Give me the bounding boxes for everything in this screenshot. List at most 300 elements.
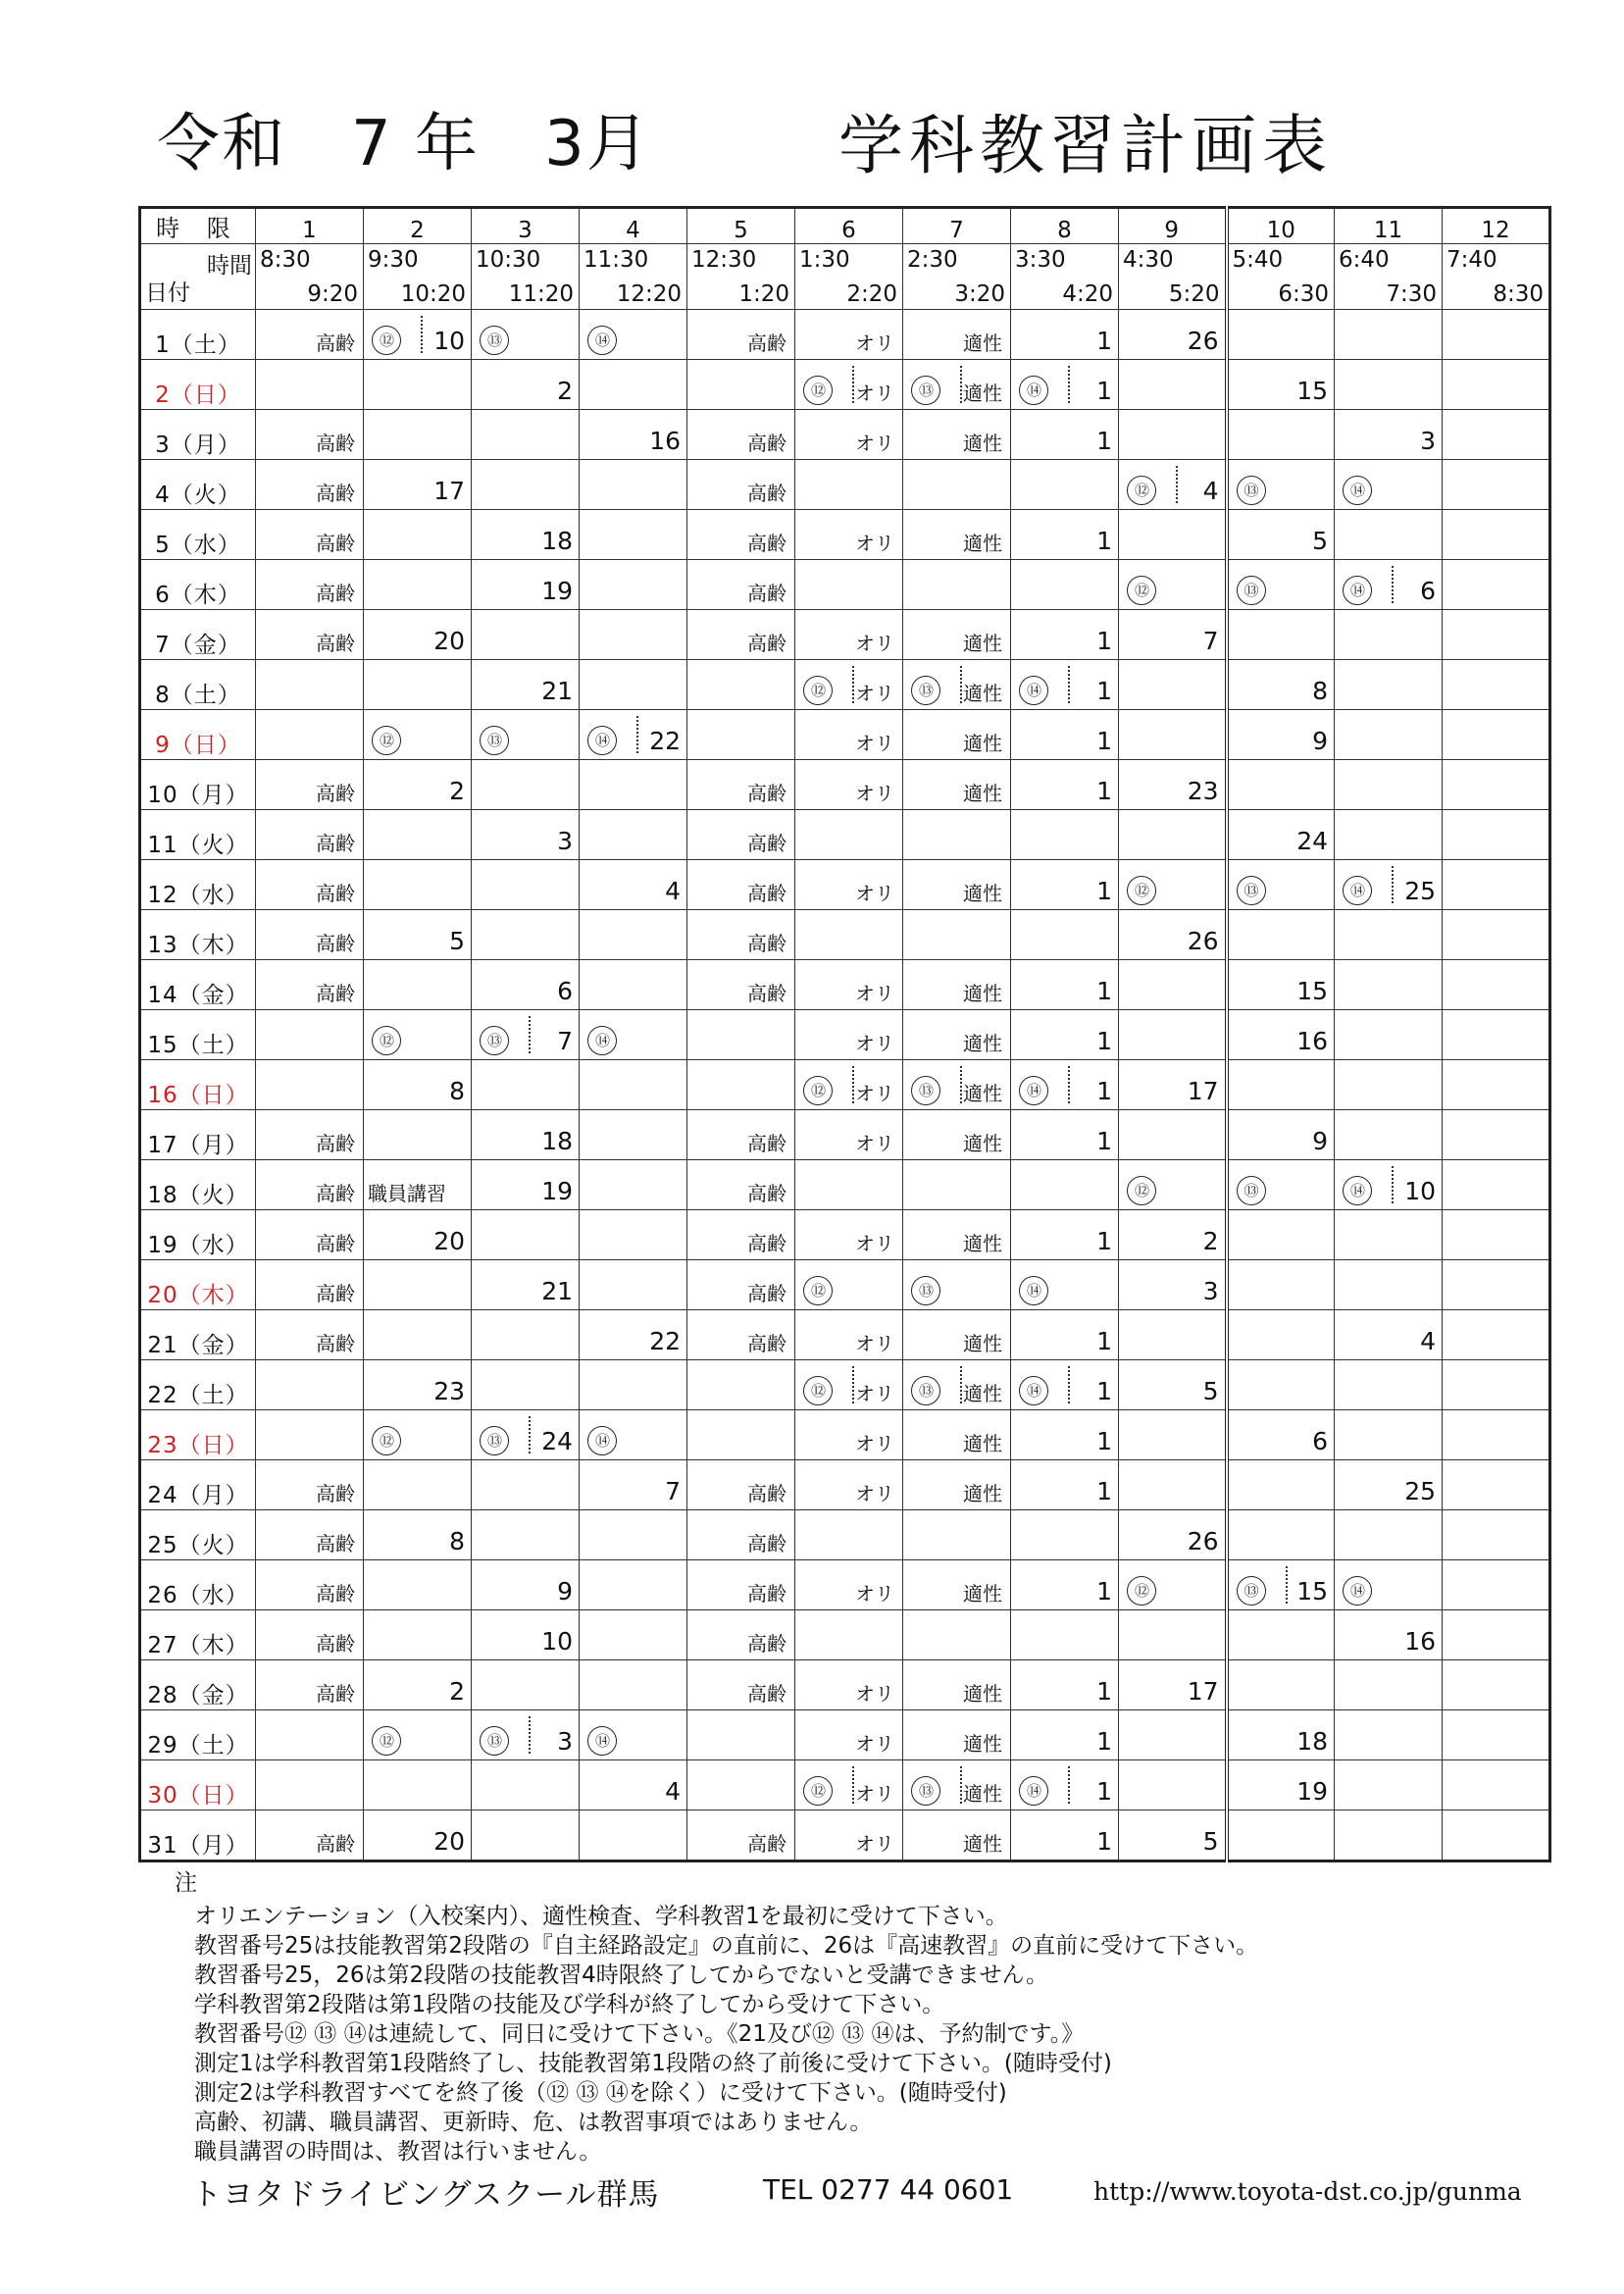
lesson-number: 15 (1296, 977, 1328, 1005)
schedule-cell (1443, 310, 1550, 360)
schedule-cell (1443, 760, 1550, 810)
period-number: 1 (256, 208, 364, 244)
schedule-cell (364, 960, 472, 1010)
session-label: オリ (855, 1132, 894, 1155)
schedule-cell (1011, 1510, 1119, 1560)
session-label: 高齢 (316, 1232, 355, 1255)
session-label: 適性 (963, 331, 1002, 355)
schedule-cell (1335, 510, 1443, 560)
period-time (795, 244, 903, 310)
schedule-cell (580, 1060, 687, 1110)
schedule-cell (1227, 610, 1335, 660)
lesson-number: 1 (1096, 1427, 1112, 1455)
schedule-cell (687, 1660, 795, 1710)
session-label: 高齢 (747, 832, 787, 855)
lesson-number: 18 (541, 527, 573, 555)
lesson-circle-number: ⑭ (1019, 1276, 1048, 1305)
schedule-cell (687, 960, 795, 1010)
schedule-cell (795, 1310, 903, 1360)
note-line: 測定1は学科教習第1段階終了し、技能教習第1段階の終了前後に受けて下さい。(随時受付) (194, 2051, 1112, 2076)
page-title: 学科教習計画表 (838, 108, 1333, 183)
schedule-cell (1443, 610, 1550, 660)
schedule-cell (1443, 460, 1550, 510)
schedule-cell (580, 760, 687, 810)
session-label: 高齢 (316, 582, 355, 605)
schedule-cell (256, 1610, 364, 1660)
date-cell: 9（日） (140, 710, 256, 760)
table-row (140, 310, 1550, 360)
lesson-number: 24 (541, 1427, 573, 1455)
title-row (0, 93, 1624, 181)
schedule-cell (1119, 1810, 1227, 1861)
schedule-cell (364, 1510, 472, 1560)
table-row (140, 1210, 1550, 1260)
period-label: 時 限 (140, 208, 256, 244)
schedule-cell (1227, 1160, 1335, 1210)
lesson-number: 15 (1296, 377, 1328, 405)
schedule-cell (1119, 1460, 1227, 1510)
schedule-cell (580, 1810, 687, 1861)
lesson-circle-number: ⑭ (587, 1426, 617, 1455)
schedule-cell (580, 360, 687, 410)
lesson-number: 1 (1096, 1077, 1112, 1105)
note-line: 学科教習第2段階は第1段階の技能及び学科が終了してから受けて下さい。 (194, 1992, 945, 2017)
schedule-cell (1443, 1110, 1550, 1160)
schedule-cell (472, 810, 580, 860)
lesson-number: 21 (541, 1277, 573, 1305)
schedule-cell (903, 960, 1011, 1010)
header-corner (140, 244, 256, 310)
schedule-cell (1335, 1010, 1443, 1060)
schedule-cell (795, 1560, 903, 1610)
session-label: オリ (855, 331, 894, 355)
table-row (140, 510, 1550, 560)
lesson-number: 17 (433, 477, 465, 505)
lesson-number: 16 (1296, 1027, 1328, 1055)
schedule-cell (903, 1060, 1011, 1110)
schedule-cell (1443, 1510, 1550, 1560)
schedule-cell (1119, 1510, 1227, 1560)
lesson-number: 5 (1312, 527, 1328, 555)
lesson-number: 18 (1296, 1727, 1328, 1756)
dotted-divider (1068, 1066, 1070, 1103)
schedule-cell (1335, 1510, 1443, 1560)
lesson-number: 22 (649, 1327, 681, 1355)
lesson-circle-number: ⑬ (911, 376, 940, 405)
table-row (140, 810, 1550, 860)
table-row (140, 610, 1550, 660)
session-label: 高齢 (747, 1632, 787, 1656)
schedule-cell (472, 1710, 580, 1760)
schedule-cell (364, 1310, 472, 1360)
schedule-cell (1443, 1460, 1550, 1510)
lesson-circle-number: ⑬ (480, 1426, 509, 1455)
schedule-cell (1119, 1310, 1227, 1360)
schedule-cell (256, 1360, 364, 1410)
time-header-row (140, 244, 1550, 310)
schedule-cell (795, 610, 903, 660)
session-label: 高齢 (316, 882, 355, 905)
schedule-cell (1011, 710, 1119, 760)
lesson-number: 26 (1187, 1527, 1219, 1555)
period-start-time: 2:30 (907, 247, 958, 273)
lesson-circle-number: ⑭ (1343, 876, 1372, 905)
schedule-cell (795, 410, 903, 460)
schedule-cell (580, 410, 687, 460)
schedule-cell (364, 810, 472, 860)
table-row (140, 1260, 1550, 1310)
period-end-time: 4:20 (1062, 281, 1113, 307)
schedule-cell (687, 1210, 795, 1260)
lesson-circle-number: ⑫ (1127, 1576, 1156, 1606)
lesson-number: 1 (1096, 777, 1112, 805)
schedule-cell (687, 510, 795, 560)
schedule-cell (1011, 1060, 1119, 1110)
period-time (472, 244, 580, 310)
lesson-number: 26 (1187, 927, 1219, 955)
schedule-cell (687, 1110, 795, 1160)
schedule-cell (472, 310, 580, 360)
dotted-divider (1068, 1366, 1070, 1403)
schedule-cell (472, 1760, 580, 1810)
session-label: オリ (855, 1782, 894, 1806)
date-label: 日付 (145, 280, 190, 306)
session-label: 適性 (963, 632, 1002, 655)
session-label: 適性 (963, 1782, 1002, 1806)
lesson-number: 25 (1404, 877, 1436, 905)
session-label: オリ (855, 1232, 894, 1255)
period-number: 5 (687, 208, 795, 244)
session-label: 適性 (963, 1582, 1002, 1606)
schedule-cell (1227, 1260, 1335, 1310)
schedule-cell (364, 1410, 472, 1460)
schedule-cell (364, 310, 472, 360)
lesson-circle-number: ⑭ (587, 1026, 617, 1055)
lesson-circle-number: ⑭ (1343, 1176, 1372, 1205)
schedule-cell (1011, 1260, 1119, 1310)
schedule-cell (1119, 760, 1227, 810)
date-cell: 16（日） (140, 1060, 256, 1110)
session-label: 適性 (963, 1132, 1002, 1155)
schedule-cell (903, 1360, 1011, 1410)
schedule-cell (1335, 660, 1443, 710)
lesson-circle-number: ⑭ (1019, 676, 1048, 705)
schedule-cell (1119, 810, 1227, 860)
schedule-cell (1011, 1160, 1119, 1210)
lesson-number: 1 (1096, 727, 1112, 755)
lesson-number: 5 (449, 927, 465, 955)
session-label: 高齢 (747, 932, 787, 955)
schedule-cell (687, 460, 795, 510)
schedule-cell (472, 960, 580, 1010)
schedule-cell (1227, 1560, 1335, 1610)
lesson-circle-number: ⑬ (1237, 1176, 1266, 1205)
session-label: 高齢 (747, 1682, 787, 1706)
schedule-cell (1011, 960, 1119, 1010)
schedule-cell (1119, 1010, 1227, 1060)
schedule-cell (1119, 360, 1227, 410)
date-cell: 19（水） (140, 1210, 256, 1260)
session-label: 適性 (963, 782, 1002, 805)
lesson-circle-number: ⑫ (372, 1726, 401, 1756)
schedule-cell (364, 510, 472, 560)
schedule-cell (256, 660, 364, 710)
session-label: 高齢 (747, 1232, 787, 1255)
schedule-cell (795, 1510, 903, 1560)
lesson-circle-number: ⑬ (1237, 876, 1266, 905)
note-line: 測定2は学科教習すべてを終了後（⑫ ⑬ ⑭を除く）に受けて下さい。(随時受付) (194, 2080, 1007, 2106)
schedule-cell (687, 1260, 795, 1310)
table-row (140, 1810, 1550, 1861)
lesson-number: 8 (1312, 677, 1328, 705)
schedule-cell (1011, 760, 1119, 810)
schedule-cell (1335, 960, 1443, 1010)
schedule-cell (687, 1710, 795, 1760)
schedule-cell (472, 510, 580, 560)
session-label: 適性 (963, 1232, 1002, 1255)
schedule-cell (1335, 1710, 1443, 1760)
schedule-cell (903, 810, 1011, 860)
schedule-cell (1227, 1310, 1335, 1360)
schedule-cell (472, 710, 580, 760)
lesson-number: 23 (1187, 777, 1219, 805)
date-cell: 22（土） (140, 1360, 256, 1410)
schedule-cell (903, 1210, 1011, 1260)
dotted-divider (1068, 366, 1070, 403)
schedule-cell (1335, 560, 1443, 610)
schedule-cell (1011, 810, 1119, 860)
session-label: 高齢 (316, 532, 355, 555)
schedule-cell (256, 710, 364, 760)
dotted-divider (1176, 466, 1178, 503)
note-line: 教習番号⑫ ⑬ ⑭は連続して、同日に受けて下さい。《21及び⑫ ⑬ ⑭は、予約制です。》 (194, 2021, 1085, 2047)
lesson-circle-number: ⑬ (480, 1026, 509, 1055)
period-time (1119, 244, 1227, 310)
lesson-number: 1 (1096, 1577, 1112, 1606)
schedule-cell (903, 1560, 1011, 1610)
lesson-number: 10 (541, 1627, 573, 1656)
schedule-cell (795, 560, 903, 610)
session-label: 高齢 (316, 632, 355, 655)
schedule-cell (580, 1610, 687, 1660)
schedule-cell (687, 1560, 795, 1610)
schedule-cell (687, 760, 795, 810)
dotted-divider (960, 366, 962, 403)
lesson-circle-number: ⑫ (1127, 876, 1156, 905)
dotted-divider (960, 1066, 962, 1103)
period-end-time: 10:20 (400, 281, 466, 307)
schedule-cell (580, 660, 687, 710)
schedule-cell (472, 1310, 580, 1360)
lesson-number: 1 (1096, 1327, 1112, 1355)
schedule-cell (1443, 1010, 1550, 1060)
session-label: 適性 (963, 732, 1002, 755)
schedule-cell (1335, 1260, 1443, 1310)
table-row (140, 1460, 1550, 1510)
period-start-time: 12:30 (691, 247, 757, 273)
schedule-cell (364, 1160, 472, 1210)
dotted-divider (852, 366, 854, 403)
lesson-number: 17 (1187, 1677, 1219, 1706)
schedule-cell (580, 310, 687, 360)
schedule-cell (1335, 1560, 1443, 1610)
date-cell: 20（木） (140, 1260, 256, 1310)
schedule-cell (580, 1310, 687, 1360)
schedule-cell (1443, 510, 1550, 560)
note-line: 高齢、初講、職員講習、更新時、危、は教習事項ではありません。 (194, 2110, 873, 2135)
schedule-cell (364, 1060, 472, 1110)
dotted-divider (636, 716, 638, 753)
table-row (140, 1760, 1550, 1810)
lesson-number: 20 (433, 1827, 465, 1856)
schedule-cell (1443, 960, 1550, 1010)
period-number: 7 (903, 208, 1011, 244)
lesson-number: 7 (665, 1477, 681, 1505)
period-end-time: 6:30 (1278, 281, 1329, 307)
lesson-number: 19 (1296, 1777, 1328, 1806)
schedule-cell (580, 1260, 687, 1310)
schedule-cell (1119, 1710, 1227, 1760)
schedule-cell (795, 1660, 903, 1710)
schedule-cell (1011, 410, 1119, 460)
schedule-cell (687, 1010, 795, 1060)
schedule-cell (1335, 1360, 1443, 1410)
lesson-circle-number: ⑫ (803, 1376, 833, 1405)
session-label: オリ (855, 1582, 894, 1606)
session-label: 高齢 (316, 1332, 355, 1355)
schedule-cell (1335, 1310, 1443, 1360)
lesson-number: 22 (649, 727, 681, 755)
schedule-cell (687, 860, 795, 910)
lesson-number: 1 (1096, 877, 1112, 905)
lesson-number: 3 (557, 827, 573, 855)
schedule-cell (1335, 760, 1443, 810)
schedule-cell (1443, 1210, 1550, 1260)
period-number: 2 (364, 208, 472, 244)
schedule-cell (472, 360, 580, 410)
schedule-cell (687, 1760, 795, 1810)
schedule-cell (1227, 810, 1335, 860)
lesson-number: 20 (433, 1227, 465, 1255)
schedule-cell (256, 1510, 364, 1560)
dotted-divider (529, 1716, 531, 1754)
session-label: 高齢 (316, 1832, 355, 1856)
schedule-cell (795, 710, 903, 760)
period-start-time: 11:30 (584, 247, 649, 273)
schedule-cell (795, 1810, 903, 1861)
period-time (687, 244, 795, 310)
schedule-cell (472, 1560, 580, 1610)
title-month: 令和 7 年 3月 (157, 108, 651, 180)
session-label: 高齢 (747, 882, 787, 905)
schedule-cell (1119, 960, 1227, 1010)
schedule-cell (1227, 910, 1335, 960)
session-label: 適性 (963, 1382, 1002, 1405)
table-row (140, 710, 1550, 760)
schedule-cell (580, 1210, 687, 1260)
session-label: オリ (855, 982, 894, 1005)
schedule-cell (1443, 410, 1550, 460)
period-end-time: 2:20 (846, 281, 897, 307)
schedule-cell (903, 1810, 1011, 1861)
schedule-cell (256, 560, 364, 610)
schedule-cell (1227, 510, 1335, 560)
schedule-cell (1011, 660, 1119, 710)
schedule-cell (795, 660, 903, 710)
schedule-cell (1335, 360, 1443, 410)
date-cell: 29（土） (140, 1710, 256, 1760)
note-line: オリエンテーション（入校案内）、適性検査、学科教習1を最初に受けて下さい。 (194, 1904, 1008, 1929)
period-end-time: 12:20 (616, 281, 682, 307)
session-label: 高齢 (316, 932, 355, 955)
schedule-cell (580, 460, 687, 510)
session-label: 高齢 (316, 832, 355, 855)
schedule-cell (472, 610, 580, 660)
lesson-circle-number: ⑭ (1343, 576, 1372, 605)
lesson-circle-number: ⑫ (1127, 476, 1156, 505)
schedule-cell (472, 1260, 580, 1310)
table-row (140, 1510, 1550, 1560)
schedule-cell (256, 910, 364, 960)
schedule-cell (1119, 660, 1227, 710)
dotted-divider (529, 1416, 531, 1453)
date-cell: 7（金） (140, 610, 256, 660)
schedule-cell (364, 1210, 472, 1260)
session-label: 適性 (963, 1682, 1002, 1706)
lesson-number: 23 (433, 1377, 465, 1405)
notes-heading: 注 (175, 1870, 197, 1896)
session-label: 高齢 (747, 582, 787, 605)
table-row (140, 1010, 1550, 1060)
lesson-circle-number: ⑬ (480, 326, 509, 355)
session-label: 高齢 (747, 331, 787, 355)
schedule-cell (687, 1410, 795, 1460)
lesson-number: 6 (1312, 1427, 1328, 1455)
schedule-cell (472, 1810, 580, 1861)
lesson-number: 1 (1096, 327, 1112, 355)
schedule-cell (903, 760, 1011, 810)
schedule-cell (795, 460, 903, 510)
period-time (364, 244, 472, 310)
period-start-time: 7:40 (1446, 247, 1497, 273)
schedule-cell (364, 1660, 472, 1710)
schedule-cell (795, 1460, 903, 1510)
schedule-cell (687, 1510, 795, 1560)
lesson-circle-number: ⑫ (803, 376, 833, 405)
schedule-cell (903, 360, 1011, 410)
lesson-circle-number: ⑭ (1343, 476, 1372, 505)
date-cell: 1（土） (140, 310, 256, 360)
schedule-cell (1227, 1210, 1335, 1260)
schedule-cell (687, 910, 795, 960)
period-start-time: 5:40 (1232, 247, 1284, 273)
session-label: オリ (855, 1432, 894, 1455)
session-label: 高齢 (316, 1632, 355, 1656)
schedule-cell (795, 1410, 903, 1460)
schedule-cell (1227, 1810, 1335, 1861)
schedule-cell (1119, 1060, 1227, 1110)
period-start-time: 3:30 (1015, 247, 1066, 273)
schedule-cell (580, 1410, 687, 1460)
website-link[interactable]: http://www.toyota-dst.co.jp/gunma (1093, 2177, 1522, 2206)
schedule-cell (687, 710, 795, 760)
schedule-cell (1011, 1010, 1119, 1060)
period-header-row (140, 208, 1550, 244)
session-label: 適性 (963, 1832, 1002, 1856)
schedule-cell (1011, 1760, 1119, 1810)
school-name: トヨタドライビングスクール群馬 (191, 2177, 660, 2213)
schedule-cell (903, 1510, 1011, 1560)
